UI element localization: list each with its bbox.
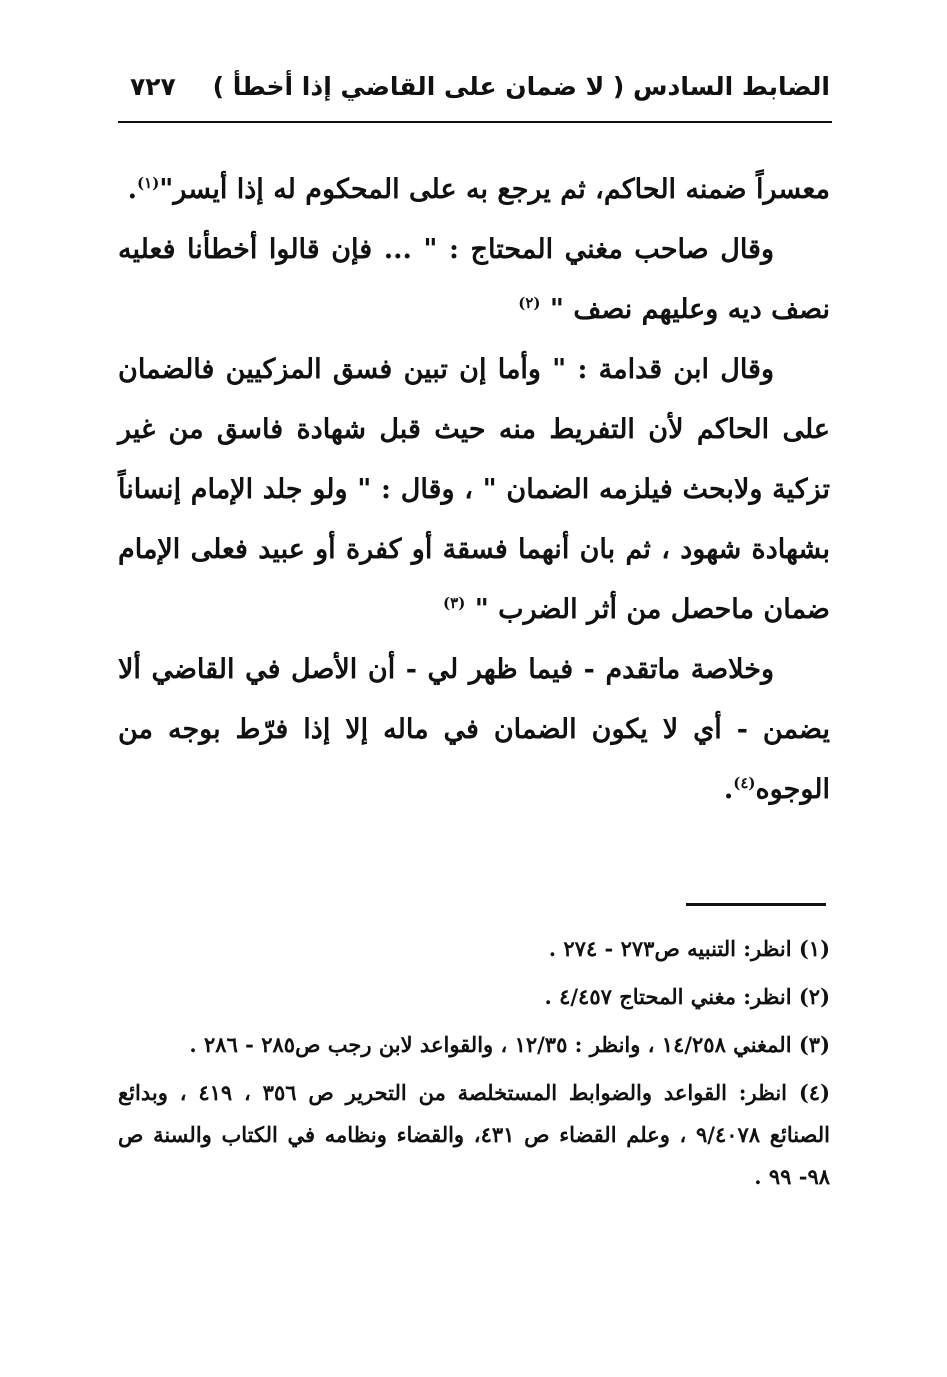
running-header-title: الضابط السادس ( لا ضمان على القاضي إذا أخطأ ): [212, 72, 830, 101]
footnote-ref-2: (٢): [518, 294, 541, 312]
paragraph-1: [118, 160, 830, 220]
paragraph-3: [118, 340, 830, 640]
paragraph-4-text: وخلاصة ماتقدم - فيما ظهر لي - أن الأصل في القاضي ألا يضمن - أي لا يكون الضمان في ماله إلا إذا فرّط بوجه من الوجوه: [118, 654, 830, 805]
footnote-ref-1: (١): [137, 174, 160, 192]
footnote-2: (٢) انظر: مغني المحتاج ٤/٤٥٧ .: [544, 984, 830, 1009]
main-text: [118, 160, 830, 820]
paragraph-1-text: معسراً ضمنه الحاكم، ثم يرجع به على المحكوم له إذا أيسر": [159, 174, 830, 205]
paragraph-3-text: وقال ابن قدامة : " وأما إن تبين فسق المزكيين فالضمان على الحاكم لأن التفريط منه حيث قبل شهادة فاسق من غير تزكية ولابحث فيلزمه الضمان " ، وقال : " ولو جلد الإمام إنساناً بشهادة شهود ، ثم بان أنهما فسقة أو كفرة أو عبيد فعلى الإمام ضمان ماحصل من أثر الضرب ": [118, 354, 830, 625]
footnote-1: (١) انظر: التنبيه ص٢٧٣ - ٢٧٤ .: [548, 936, 830, 961]
paragraph-1-end: .: [127, 174, 138, 205]
page-number: ٧٢٧: [130, 72, 176, 101]
header-divider: [118, 121, 832, 123]
footnote-ref-4: (٤): [733, 774, 756, 792]
running-header: [118, 66, 830, 112]
footnotes: [118, 928, 830, 1204]
paragraph-4: [118, 640, 830, 820]
footnote-ref-3: (٣): [443, 594, 466, 612]
paragraph-2: [118, 220, 830, 340]
footnote-4: (٤) انظر: القواعد والضوابط المستخلصة من التحرير ص ٣٥٦ ، ٤١٩ ، وبدائع الصنائع ٩/٤٠٧٨ ، وعلم القضاء ص ٤٣١، والقضاء ونظامه في الكتاب والسنة ص ٩٨- ٩٩ .: [118, 1080, 831, 1189]
footnote-3: (٣) المغني ١٤/٢٥٨ ، وانظر : ١٢/٣٥ ، والقواعد لابن رجب ص٢٨٥ - ٢٨٦ .: [189, 1032, 830, 1057]
paragraph-4-end: .: [723, 774, 734, 805]
footnote-separator: [686, 903, 826, 906]
paragraph-2-text: وقال صاحب مغني المحتاج : " ... فإن قالوا أخطأنا فعليه نصف ديه وعليهم نصف ": [118, 234, 830, 325]
